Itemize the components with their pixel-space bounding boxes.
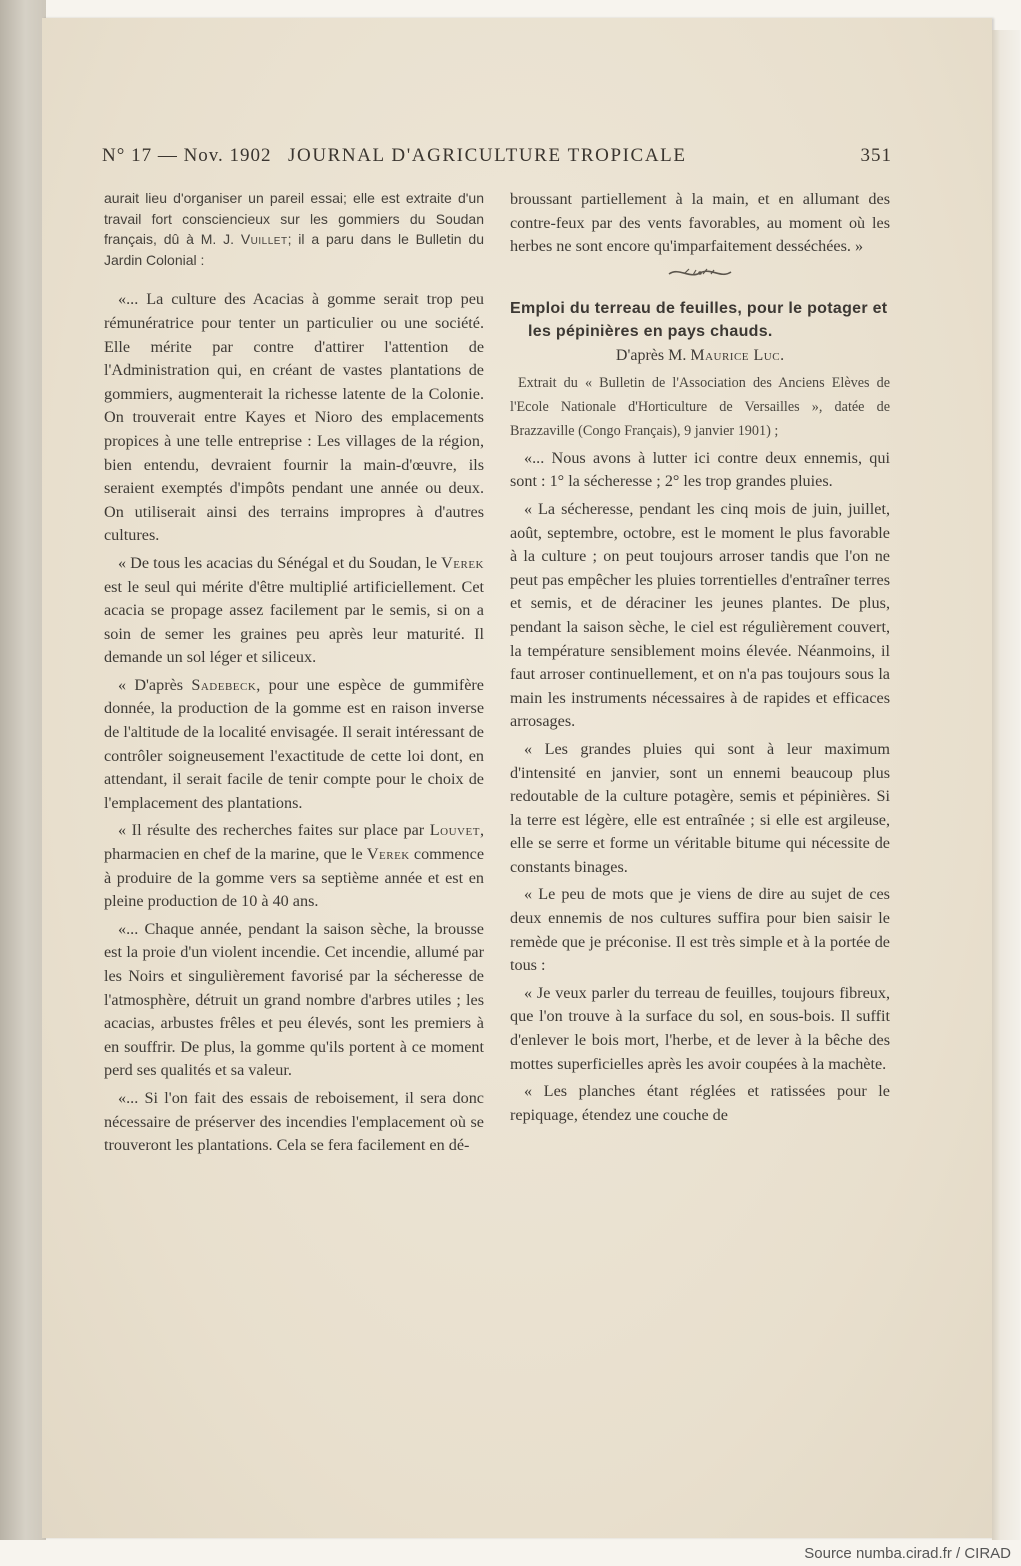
ornament-divider <box>510 265 890 287</box>
article-byline: D'après M. Maurice Luc. <box>615 346 785 364</box>
paragraph-louvet: « Il résulte des recherches faites sur place par Louvet, pharmacien en chef de la marine, que le Verek commence à produire de la gomme vers sa septième année et est en pleine production de 10 à 40 ans. <box>104 821 485 911</box>
paragraph-secheresse: « La sécheresse, pendant les cinq mois de juin, juillet, août, septembre, octobre, est le moment le plus favorable à la culture ; on peut toujours arroser tandis que l'on ne peut pas empêcher les pluies torrentielles d'entraîner terres et semis, et de déraciner les jeunes plantes. De plus, pendant la saison sèche, le ciel est régulièrement couvert, la température sensiblement moins élevée. Néanmoins, il faut arroser continuellement, et on n'a pas toujours sous la main les instruments nécessaires à de rapides et efficaces arrosages. <box>510 499 890 731</box>
paragraph-remede: « Le peu de mots que je viens de dire au sujet de ces deux ennemis de nos cultures suffira pour bien saisir le remède que je préconise. Il est très simple et à la portée de tous : <box>510 885 890 975</box>
footer-strip <box>0 1540 1021 1566</box>
paragraph-continuation: broussant partiellement à la main, et en allumant des contre-feux par des vents favorables, au moment où les herbes ne sont encore qu'imparfaitement desséchées. » <box>510 190 890 256</box>
author-name: Maurice Luc <box>690 346 781 364</box>
paragraph-reboisement: «... Si l'on fait des essais de reboisement, il sera donc nécessaire de préserver des incendies l'emplacement où se trouveront les plantations. Cela se fera facilement en dé- <box>104 1088 484 1155</box>
running-head <box>102 145 892 171</box>
source-credit: Source numba.cirad.fr / CIRAD <box>804 1545 1011 1562</box>
paragraph-planches: « Les planches étant réglées et ratissées pour le repiquage, étendez une couche de <box>510 1082 890 1124</box>
page-number: 351 <box>860 145 892 166</box>
author-name: Vuillet <box>240 231 288 248</box>
paragraph-verek: « De tous les acacias du Sénégal et du Soudan, le Verek est le seul qui mérite d'être multiplié artificiellement. Cet acacia se propage assez facilement par le semis, si on a soin de semer les graines peu après leur maturité. Il demande un sol léger et siliceux. <box>104 553 484 667</box>
left-column <box>104 188 484 1158</box>
source-extract: Extrait du « Bulletin de l'Association des Anciens Elèves de l'Ecole Nationale d'Horticulture de Versailles », datée de Brazzaville (Congo Français), 9 janvier 1901) ; <box>510 374 890 439</box>
paragraph-deux-ennemis: «... Nous avons à lutter ici contre deux ennemis, qui sont : 1° la sécheresse ; 2° les trop grandes pluies. <box>510 448 890 491</box>
paragraph-grandes-pluies: « Les grandes pluies qui sont à leur maximum d'intensité en janvier, sont un ennemi beaucoup plus redoutable de la culture potagère, semis et pépinières. Si la terre est légère, elle est entraînée ; si elle est argileuse, elle se serre et forme un véritable bitume qui nécessite de constants binages. <box>510 739 890 876</box>
article-heading: Emploi du terreau de feuilles, pour le potager et les pépinières en pays chauds. <box>510 299 888 340</box>
paragraph-culture-acacias: «... La culture des Acacias à gomme serait trop peu rémunératrice pour tenter un particulier ou une société. Elle mérite par contre d'attirer l'attention de l'Administration qui, en créant de vastes plantations de gommiers, augmenterait la richesse latente de la Colonie. On trouverait entre Kayes et Nioro des emplacements propices à une telle entreprise : Les villages de la région, bien entendu, devraient fournir la main-d'œuvre, ils seraient exemptés d'impôts pendant une année ou deux. On utiliserait ainsi des terrains impropres à d'autres cultures. <box>104 290 484 545</box>
paragraph-incendie: «... Chaque année, pendant la saison sèche, la brousse est la proie d'un violent incendie. Cet incendie, allumé par les Noirs et singulièrement favorisé par la sécheresse de l'atmosphère, détruit un grand nombre d'arbres utiles ; les acacias, arbustes frêles et peu élevés, sont les premiers à en souffrir. De plus, la gomme qu'ils portent à ce moment perd ses qualités et sa valeur. <box>104 919 484 1080</box>
right-column <box>510 188 890 1127</box>
intro-paragraph: aurait lieu d'organiser un pareil essai; elle est extraite d'un travail fort consciencieux sur les gommiers du Soudan français, dû à M. J. Vuillet; il a paru dans le Bulletin du Jardin Colonial : <box>104 190 484 268</box>
scan-background-left <box>0 0 46 1540</box>
vine-ornament-icon <box>665 265 735 281</box>
paragraph-terreau: « Je veux parler du terreau de feuilles, toujours fibreux, que l'on trouve à la surface du sol, en sous-bois. Il suffit d'enlever le bois mort, l'herbe, et de lever à la bêche des mottes superficielles après les avoir coupées à la machète. <box>510 983 890 1073</box>
paragraph-sadebeck: « D'après Sadebeck, pour une espèce de gummifère donnée, la production de la gomme est en raison inverse de l'altitude de la localité envisagée. Il serait intéressant de contrôler soigneusement l'exactitude de cette loi dont, en attendant, il serait facile de tenir compte pour le choix de l'emplacement des plantations. <box>104 675 484 812</box>
species-name: Verek <box>366 845 410 864</box>
species-name: Verek <box>441 553 484 572</box>
page-edge-shadow <box>992 30 1020 1540</box>
person-name: Sadebeck <box>191 675 257 694</box>
person-name: Louvet <box>429 821 480 840</box>
journal-title: JOURNAL D'AGRICULTURE TROPICALE <box>288 145 687 166</box>
issue-number: N° 17 — Nov. 1902 <box>102 145 272 166</box>
